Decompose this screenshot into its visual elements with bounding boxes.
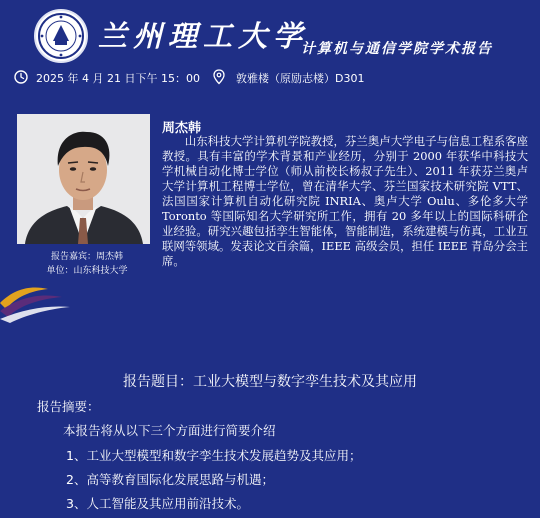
university-name: 兰州理工大学 bbox=[98, 19, 309, 53]
speaker-name: 周杰韩 bbox=[162, 121, 202, 136]
university-logo bbox=[34, 9, 88, 63]
abstract-point-2: 2、高等教育国际化发展思路与机遇； bbox=[66, 472, 274, 487]
speaker-photo bbox=[17, 114, 150, 244]
decorative-ribbon bbox=[0, 283, 540, 323]
event-location: 敦雅楼（原励志楼）D301 bbox=[236, 72, 365, 85]
info-row bbox=[0, 68, 540, 86]
location-pin-icon bbox=[212, 69, 226, 85]
abstract-point-3: 3、人工智能及其应用前沿技术。 bbox=[66, 496, 249, 511]
speaker-bio: 山东科技大学计算机学院教授，芬兰奥卢大学电子与信息工程系客座教授。具有丰富的学术背景和产业经历，分别于 2000 年获华中科技大学机械自动化博士学位（师从前校长杨叔子先生）、2011 年获芬兰奥卢大学计算机工程博士学位，曾在清华大学、芬兰国家技术研究院 VTT、法国国家计算机自动化研究院 INRIA、奥卢大学 Oulu、多伦多大学 Toronto 等国际知名大学研究所工作，拥有 20 多年以上的国际科研企业经验。研究兴趣包括孪生智能体，智能制造，系统建模与仿真，工业互联网等领域。发表论文百余篇，IEEE 高级会员，担任 IEEE 青岛分会主席。 bbox=[162, 134, 528, 268]
abstract-point-1: 1、工业大型模型和数字孪生技术发展趋势及其应用； bbox=[66, 448, 362, 463]
speaker-caption: 报告嘉宾：周杰韩 bbox=[50, 252, 123, 262]
event-time: 2025 年 4 月 21 日下午 15：00 bbox=[36, 72, 200, 85]
clock-icon bbox=[14, 70, 28, 84]
abstract-intro: 本报告将从以下三个方面进行简要介绍 bbox=[63, 423, 276, 438]
abstract-label: 报告摘要： bbox=[37, 399, 100, 414]
affiliation-caption: 单位：山东科技大学 bbox=[46, 266, 128, 276]
talk-title: 报告题目：工业大模型与数字孪生技术及其应用 bbox=[123, 374, 417, 390]
photo-caption bbox=[22, 250, 152, 278]
report-series-title: 计算机与通信学院学术报告 bbox=[301, 41, 493, 57]
